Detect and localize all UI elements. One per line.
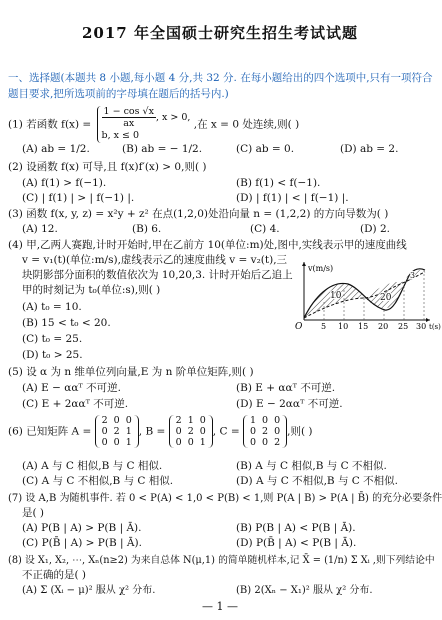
area-label-1: 10 — [330, 291, 342, 301]
question-stem: 设函数 f(x) 可导,且 f(x)f′(x) > 0,则( ) — [26, 161, 207, 173]
question-stem-line: v = v₁(t)(单位:m/s),虚线表示乙的速度曲线 v = v₂(t),三 — [22, 254, 288, 266]
question-number: (2) — [8, 161, 23, 173]
option-a: (A) P(B | A) > P(B | Ā). — [22, 522, 142, 534]
x-axis-label: t(s) — [429, 323, 441, 331]
tick-label: 5 — [321, 322, 327, 331]
question-stem-line: 不正确的是( ) — [22, 569, 87, 581]
option-a: (A) E − ααᵀ 不可逆. — [22, 382, 122, 394]
question-number: (5) — [8, 366, 23, 378]
option-b: (B) 15 < t₀ < 20. — [22, 317, 111, 329]
question-stem-tail: ,在 x = 0 处连续,则( ) — [193, 118, 300, 131]
question-stem-line: 块阴影部分面积的数值依次为 10,20,3. 计时开始后乙追上 — [22, 269, 293, 281]
option-c: (C) P(B̄ | A) > P(B | Ā). — [22, 537, 142, 549]
question-number: (8) — [8, 555, 22, 566]
option-b: (B) A 与 C 相似,B 与 C 不相似. — [236, 460, 387, 472]
y-axis-arrow — [302, 262, 306, 266]
option-d: (D) A 与 C 不相似,B 与 C 不相似. — [236, 475, 399, 487]
option-c: (C) E + 2ααᵀ 不可逆. — [22, 398, 129, 410]
option-a: (A) A 与 C 相似,B 与 C 相似. — [22, 460, 163, 472]
tick-label: 30 — [416, 322, 427, 331]
question-2 — [8, 160, 206, 175]
question-stem: 设 α 为 n 维单位列向量,E 为 n 阶单位矩阵,则( ) — [26, 366, 254, 378]
option-c: (C) A 与 C 不相似,B 与 C 相似. — [22, 475, 174, 487]
y-axis-label: v(m/s) — [308, 264, 334, 273]
option-a: (A) t₀ = 10. — [22, 301, 82, 313]
option-d: (D) E − 2ααᵀ 不可逆. — [236, 398, 343, 410]
question-stem-line: 甲的时刻记为 t₀(单位:s),则( ) — [22, 284, 161, 296]
option-d: (D) t₀ > 25. — [22, 349, 83, 361]
option-d: (D) 2. — [360, 223, 390, 235]
question-1 — [8, 106, 299, 143]
question-8 — [8, 553, 435, 568]
question-number: (4) — [8, 239, 23, 251]
question-number: (3) — [8, 208, 23, 220]
option-b: (B) E + ααᵀ 不可逆. — [236, 382, 336, 394]
tick-label: 25 — [398, 322, 409, 331]
question-6: (6) 已知矩阵 A = 2 0 0 0 2 1 0 0 1 , B = 2 1 0 0 2 0 0 0 1 , C = 1 0 0 0 2 0 0 0 2 ,则( ) — [8, 415, 313, 448]
option-d: (D) ab = 2. — [340, 143, 399, 155]
question-stem: 函数 f(x, y, z) = x²y + z² 在点(1,2,0)处沿向量 n = (1,2,2) 的方向导数为( ) — [26, 208, 389, 220]
option-b: (B) ab = − 1/2. — [122, 143, 203, 155]
question-number: (7) — [8, 493, 23, 504]
option-b: (B) 2(Xₙ − X₁)² 服从 χ² 分布. — [236, 585, 373, 596]
origin-label: O — [295, 322, 303, 332]
page-number: — 1 — — [202, 600, 238, 613]
option-b: (B) f(1) < f(−1). — [236, 177, 321, 189]
option-d: (D) P(B̄ | A) < P(B | Ā). — [236, 537, 357, 549]
option-c: (C) ab = 0. — [236, 143, 295, 155]
question-4 — [8, 238, 407, 253]
option-c: (C) 4. — [250, 223, 280, 235]
question-number: (1) — [8, 118, 23, 131]
option-d: (D) | f(1) | < | f(−1) |. — [236, 192, 349, 204]
tick-label: 10 — [338, 322, 349, 331]
area-label-3: 3 — [410, 271, 416, 280]
x-axis-arrow — [426, 318, 430, 322]
matrix-c: 1 0 0 0 2 0 0 0 2 — [243, 415, 287, 448]
velocity-time-graph — [290, 258, 441, 332]
question-number: (6) — [8, 425, 23, 438]
question-stem: 设 A,B 为随机事件. 若 0 < P(A) < 1,0 < P(B) < 1,则 P(A | B) > P(A | B̄) 的充分必要条件 — [25, 493, 442, 504]
option-b: (B) P(B | A) < P(B | Ā). — [236, 522, 356, 534]
tick-label: 15 — [358, 322, 369, 331]
option-c: (C) | f(1) | > | f(−1) |. — [22, 192, 135, 204]
option-a: (A) f(1) > f(−1). — [22, 177, 107, 189]
question-stem-line: 是( ) — [22, 507, 45, 519]
question-3 — [8, 207, 388, 222]
section-instructions: 一、选择题(本题共 8 小题,每小题 4 分,共 32 分. 在每小题给出的四个选项中,只有一项符合题目要求,把所选项前的字母填在题后的括号内.) — [8, 72, 433, 100]
option-a: (A) ab = 1/2. — [22, 143, 90, 155]
question-stem: 若函数 f(x) = — [26, 118, 92, 131]
exam-title: 2017 年全国硕士研究生招生考试试题 — [82, 24, 358, 42]
option-a: (A) Σ (Xᵢ − μ)² 服从 χ² 分布. — [22, 585, 156, 596]
question-5 — [8, 365, 254, 380]
tick-label: 20 — [378, 322, 389, 331]
solid-velocity-curve — [304, 269, 425, 318]
question-stem-line: 甲,乙两人赛跑,计时开始时,甲在乙前方 10(单位:m)处,图中,实线表示甲的速度曲线 — [26, 239, 407, 251]
piecewise-definition: $\frac{1 - \cos √x}{ax}$ , x > 0, b, x ≤ 0 — [97, 106, 191, 143]
fraction: $\frac{1 - \cos √x}{ax}$ — [103, 106, 154, 129]
question-stem: 已知矩阵 A = — [26, 425, 92, 438]
question-7 — [8, 491, 442, 506]
matrix-a: 2 0 0 0 2 1 0 0 1 — [95, 415, 139, 448]
option-a: (A) 12. — [22, 223, 58, 235]
area-label-2: 20 — [380, 293, 392, 303]
question-stem: 设 X₁, X₂, ⋯, Xₙ(n≥2) 为来自总体 N(μ,1) 的简单随机样本,记 X̄ = (1/n) Σ Xᵢ ,则下列结论中 — [25, 555, 435, 566]
option-b: (B) 6. — [132, 223, 162, 235]
option-c: (C) t₀ = 25. — [22, 333, 83, 345]
matrix-b: 2 1 0 0 2 0 0 0 1 — [169, 415, 213, 448]
